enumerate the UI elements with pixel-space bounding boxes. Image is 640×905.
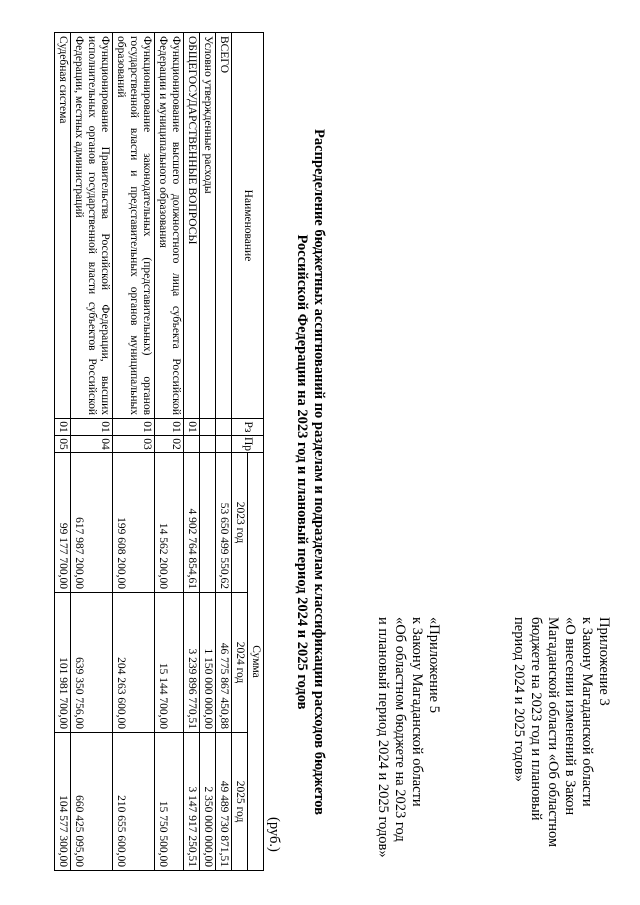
table-row-total <box>216 33 232 871</box>
row-2024: 46 775 867 450,88 <box>216 593 232 733</box>
table-row <box>184 33 200 871</box>
header-name: Наименование <box>232 33 264 419</box>
rotated-page <box>12 32 612 892</box>
row-2023: 617 987 200,00 <box>71 453 113 593</box>
row-2025: 15 750 500,00 <box>155 733 184 871</box>
row-2024: 1 150 000 000,00 <box>200 593 216 733</box>
row-rz <box>200 419 216 436</box>
row-2023: 14 562 200,00 <box>155 453 184 593</box>
row-pr: 04 <box>71 436 113 453</box>
header-2023: 2023 год <box>232 453 248 593</box>
table-row <box>155 33 184 871</box>
row-2023: 99 177 700,00 <box>55 453 71 593</box>
row-pr <box>200 436 216 453</box>
row-rz: 01 <box>55 419 71 436</box>
row-name: Функционирование законодательных (представительных) органов государственной власти и представительных органов муниципальных образований <box>113 33 155 419</box>
appendix-3-line: к Закону Магаданской области <box>579 617 595 807</box>
row-2023: 53 650 499 550,62 <box>216 453 232 593</box>
row-2023: 199 608 200,00 <box>113 453 155 593</box>
appendix-3-line: Приложение 3 <box>596 617 612 706</box>
document-title <box>293 72 327 872</box>
row-rz: 01 <box>155 419 184 436</box>
row-name: ВСЕГО <box>216 33 232 419</box>
row-rz: 01 <box>184 419 200 436</box>
row-pr: 02 <box>155 436 184 453</box>
row-2024: 204 263 600,00 <box>113 593 155 733</box>
appendix-3-line: период 2024 и 2025 годов» <box>511 617 527 782</box>
row-2024: 101 981 700,00 <box>55 593 71 733</box>
row-name: Функционирование Правительства Российской Федерации, высших исполнительных органов государственной власти субъектов Российской Федерации, местных администраций <box>71 33 113 419</box>
row-pr: 03 <box>113 436 155 453</box>
row-name: Судебная система <box>55 33 71 419</box>
appendix-3-line: «О внесении изменений в Закон <box>562 617 578 816</box>
appendix-3-line: Магаданской области «Об областном <box>545 617 561 848</box>
row-2025: 660 425 095,00 <box>71 733 113 871</box>
title-line-1: Распределение бюджетных ассигнований по разделам и подразделам классификации расходов бюджетов <box>311 129 327 815</box>
row-pr <box>216 436 232 453</box>
row-2024: 3 239 896 770,51 <box>184 593 200 733</box>
appendix-5-line: «Приложение 5 <box>426 617 442 713</box>
header-rz: Рз <box>232 419 264 436</box>
row-2025: 104 577 300,00 <box>55 733 71 871</box>
row-2025: 3 147 917 250,51 <box>184 733 200 871</box>
row-pr: 05 <box>55 436 71 453</box>
row-pr <box>184 436 200 453</box>
header-2024: 2024 год <box>232 593 248 733</box>
row-name: ОБЩЕГОСУДАРСТВЕННЫЕ ВОПРОСЫ <box>184 33 200 419</box>
header-sum: Сумма <box>248 453 264 871</box>
budget-table <box>54 32 264 871</box>
row-2023 <box>200 453 216 593</box>
row-2025: 2 350 000 000,00 <box>200 733 216 871</box>
table-row <box>71 33 113 871</box>
row-2024: 15 144 700,00 <box>155 593 184 733</box>
row-2025: 49 489 730 871,51 <box>216 733 232 871</box>
row-rz <box>216 419 232 436</box>
title-line-2: Российской Федерации на 2023 год и плановый период 2024 и 2025 годов <box>294 234 310 710</box>
appendix-5-heading <box>374 617 442 867</box>
row-rz: 01 <box>71 419 113 436</box>
row-2025: 210 655 600,00 <box>113 733 155 871</box>
appendix-5-line: и плановый период 2024 и 2025 годов» <box>375 617 391 858</box>
appendix-3-heading <box>510 617 612 867</box>
header-pr: Пр <box>232 436 264 453</box>
table-header-row <box>248 33 264 871</box>
row-name: Функционирование высшего должностного лица субъекта Российской Федерации и муниципального образования <box>155 33 184 419</box>
currency-unit: (руб.) <box>266 817 282 852</box>
appendix-3-line: бюджете на 2023 год и плановый <box>528 617 544 821</box>
table-row <box>55 33 71 871</box>
appendix-5-line: «Об областном бюджете на 2023 год <box>392 617 408 842</box>
table-row <box>113 33 155 871</box>
header-2025: 2025 год <box>232 733 248 871</box>
table-row <box>200 33 216 871</box>
appendix-5-line: к Закону Магаданской области <box>409 617 425 807</box>
row-rz: 01 <box>113 419 155 436</box>
row-2023: 4 902 764 854,61 <box>184 453 200 593</box>
row-2024: 639 350 756,00 <box>71 593 113 733</box>
row-name: Условно утвержденные расходы <box>200 33 216 419</box>
